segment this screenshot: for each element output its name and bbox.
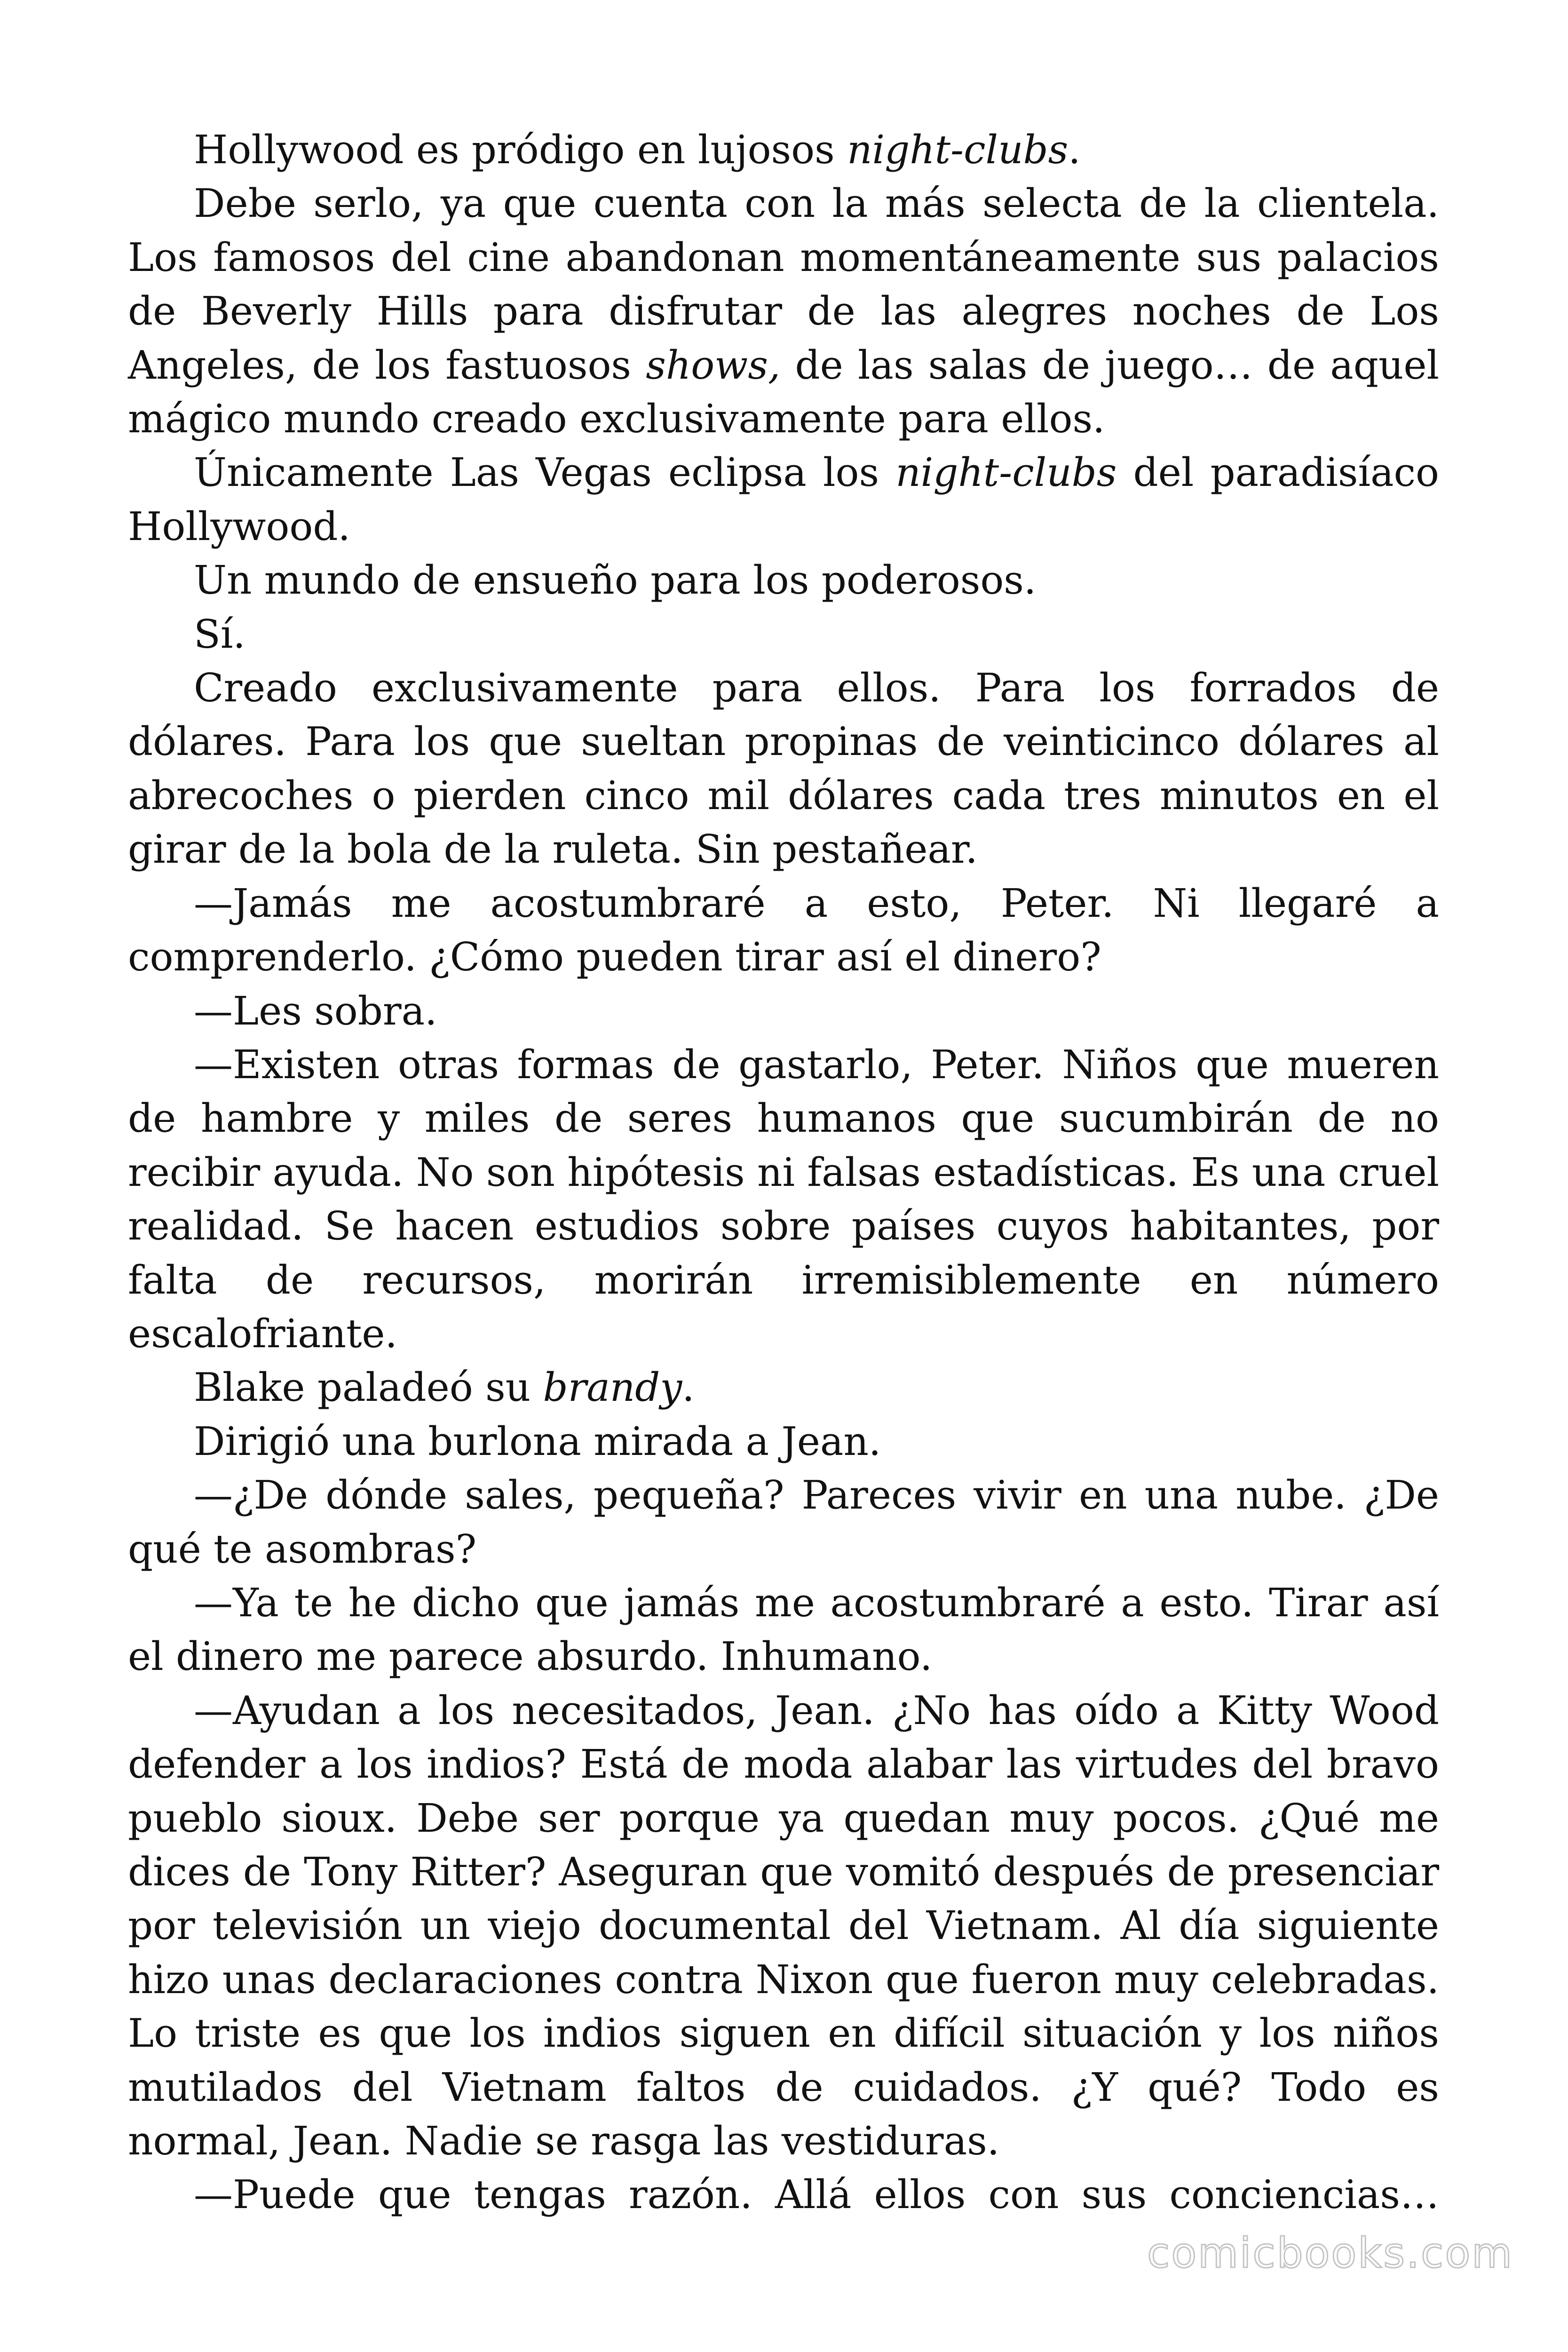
paragraph-9-text: —Existen otras formas de gastarlo, Peter. Niños que mueren de hambre y miles de seres humanos que sucumbirán de no recibir ayuda. No son hipótesis ni falsas estadísticas. Es una cruel realidad. Se hacen estudios sobre países cuyos habitantes, por falta de recursos, morirán irremisiblemente en número escalofriante. bbox=[128, 1041, 1439, 1357]
paragraph-7 bbox=[128, 877, 1439, 985]
paragraph-11-text: Dirigió una burlona mirada a Jean. bbox=[194, 1418, 881, 1464]
paragraph-11 bbox=[128, 1415, 1439, 1469]
watermark-text: comicbooks.com bbox=[1147, 2229, 1513, 2277]
paragraph-3-text: Únicamente Las Vegas eclipsa los bbox=[194, 450, 896, 496]
paragraph-2-end: de las salas de juego… de aquel mágico mundo creado exclusivamente para ellos. bbox=[128, 342, 1440, 442]
paragraph-10-text: Blake paladeó su bbox=[194, 1365, 543, 1411]
paragraph-3-italic: night-clubs bbox=[895, 450, 1117, 496]
paragraph-15-text: —Puede que tengas razón. Allá ellos con sus conciencias… bbox=[194, 2172, 1439, 2218]
paragraph-12-text: —¿De dónde sales, pequeña? Pareces vivir en una nube. ¿De qué te asombras? bbox=[128, 1472, 1439, 1572]
paragraph-13-text: —Ya te he dicho que jamás me acostumbraré a esto. Tirar así el dinero me parece absurdo. Inhumano. bbox=[128, 1580, 1439, 1680]
paragraph-1 bbox=[128, 123, 1439, 177]
paragraph-3-end: del paradisíaco Hollywood. bbox=[128, 450, 1439, 549]
paragraph-1-end: . bbox=[1068, 127, 1081, 173]
paragraph-12 bbox=[128, 1469, 1439, 1576]
paragraph-8 bbox=[128, 985, 1439, 1038]
paragraph-3 bbox=[128, 446, 1439, 554]
paragraph-10-italic: brandy bbox=[543, 1365, 682, 1411]
paragraph-1-text: Hollywood es pródigo en lujosos bbox=[194, 127, 847, 173]
paragraph-13 bbox=[128, 1576, 1439, 1684]
paragraph-10 bbox=[128, 1361, 1439, 1414]
paragraph-4-text: Un mundo de ensueño para los poderosos. bbox=[194, 557, 1037, 604]
paragraph-15 bbox=[128, 2168, 1439, 2222]
paragraph-5-text: Sí. bbox=[194, 611, 245, 657]
paragraph-10-end: . bbox=[682, 1365, 695, 1411]
page-text bbox=[128, 123, 1439, 2222]
paragraph-8-text: —Les sobra. bbox=[194, 988, 437, 1034]
paragraph-14 bbox=[128, 1684, 1439, 2169]
paragraph-4 bbox=[128, 554, 1439, 607]
paragraph-6 bbox=[128, 661, 1439, 877]
paragraph-14-text: —Ayudan a los necesitados, Jean. ¿No has oído a Kitty Wood defender a los indios? Está de moda alabar las virtudes del bravo pueblo sioux. Debe ser porque ya quedan muy pocos. ¿Qué me dices de Tony Ritter? Aseguran que vomitó después de presenciar por televisión un viejo documental del Vietnam. Al día siguiente hizo unas declaraciones contra Nixon que fueron muy celebradas. Lo triste es que los indios siguen en difícil situación y los niños mutilados del Vietnam faltos de cuidados. ¿Y qué? Todo es normal, Jean. Nadie se rasga las vestiduras. bbox=[128, 1687, 1439, 2164]
paragraph-7-text: —Jamás me acostumbraré a esto, Peter. Ni llegaré a comprenderlo. ¿Cómo pueden tirar así el dinero? bbox=[128, 880, 1439, 980]
paragraph-2 bbox=[128, 177, 1439, 446]
paragraph-1-italic: night-clubs bbox=[847, 127, 1069, 173]
paragraph-5 bbox=[128, 608, 1439, 661]
paragraph-9 bbox=[128, 1038, 1439, 1361]
paragraph-2-text: Debe serlo, ya que cuenta con la más selecta de la clientela. Los famosos del cine abandonan momentáneamente sus palacios de Beverly Hills para disfrutar de las alegres noches de Los Angeles, de los fastuosos bbox=[128, 181, 1439, 388]
paragraph-6-text: Creado exclusivamente para ellos. Para los forrados de dólares. Para los que sueltan propinas de veinticinco dólares al abrecoches o pierden cinco mil dólares cada tres minutos en el girar de la bola de la ruleta. Sin pestañear. bbox=[128, 665, 1439, 873]
paragraph-2-italic: shows, bbox=[646, 342, 781, 388]
